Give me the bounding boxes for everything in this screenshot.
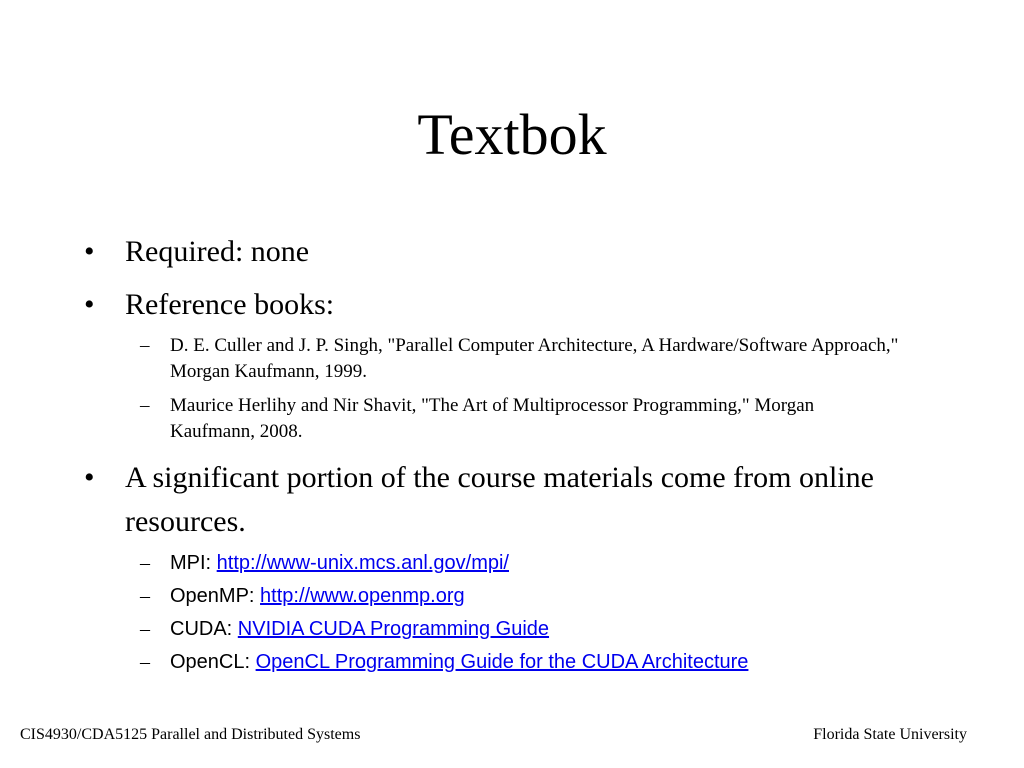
dash-icon: – xyxy=(140,395,150,416)
dash-icon: – xyxy=(140,651,150,673)
resource-label: OpenMP: xyxy=(170,585,261,607)
bullet-required-text: Required: none xyxy=(125,235,310,268)
dash-icon: – xyxy=(140,585,150,607)
resource-item-cuda xyxy=(140,614,900,644)
resource-item-mpi xyxy=(140,548,900,578)
resource-label: CUDA: xyxy=(170,618,238,640)
resource-label: MPI: xyxy=(170,552,217,574)
bullet-reference xyxy=(84,283,884,327)
resource-label: OpenCL: xyxy=(170,651,256,673)
bullet-online-text: A significant portion of the course materials come from online resources. xyxy=(125,461,874,538)
reference-item xyxy=(140,333,900,385)
bullet-reference-text: Reference books: xyxy=(125,288,335,321)
bullet-icon: • xyxy=(84,288,95,321)
reference-item-text: Maurice Herlihy and Nir Shavit, "The Art of Multiprocessor Programming," Morgan Kaufmann, 2008. xyxy=(170,395,815,442)
bullet-icon: • xyxy=(84,235,95,268)
dash-icon: – xyxy=(140,335,150,356)
bullet-icon: • xyxy=(84,461,95,494)
resource-link-cuda[interactable]: NVIDIA CUDA Programming Guide xyxy=(237,618,550,640)
resource-item-openmp xyxy=(140,581,900,611)
footer-course: CIS4930/CDA5125 Parallel and Distributed Systems xyxy=(20,726,361,743)
footer-university: Florida State University xyxy=(813,726,967,743)
resource-link-opencl[interactable]: OpenCL Programming Guide for the CUDA Architecture xyxy=(255,651,749,673)
reference-item-text: D. E. Culler and J. P. Singh, "Parallel Computer Architecture, A Hardware/Software Approach," Morgan Kaufmann, 1999. xyxy=(170,335,899,382)
dash-icon: – xyxy=(140,552,150,574)
resource-link-openmp[interactable]: http://www.openmp.org xyxy=(260,585,465,607)
resource-item-opencl xyxy=(140,647,900,677)
resource-link-mpi[interactable]: http://www-unix.mcs.anl.gov/mpi/ xyxy=(216,552,509,574)
reference-item xyxy=(140,393,900,445)
slide-title: Textbok xyxy=(417,102,607,167)
bullet-required xyxy=(84,230,884,274)
dash-icon: – xyxy=(140,618,150,640)
bullet-online xyxy=(84,456,884,544)
